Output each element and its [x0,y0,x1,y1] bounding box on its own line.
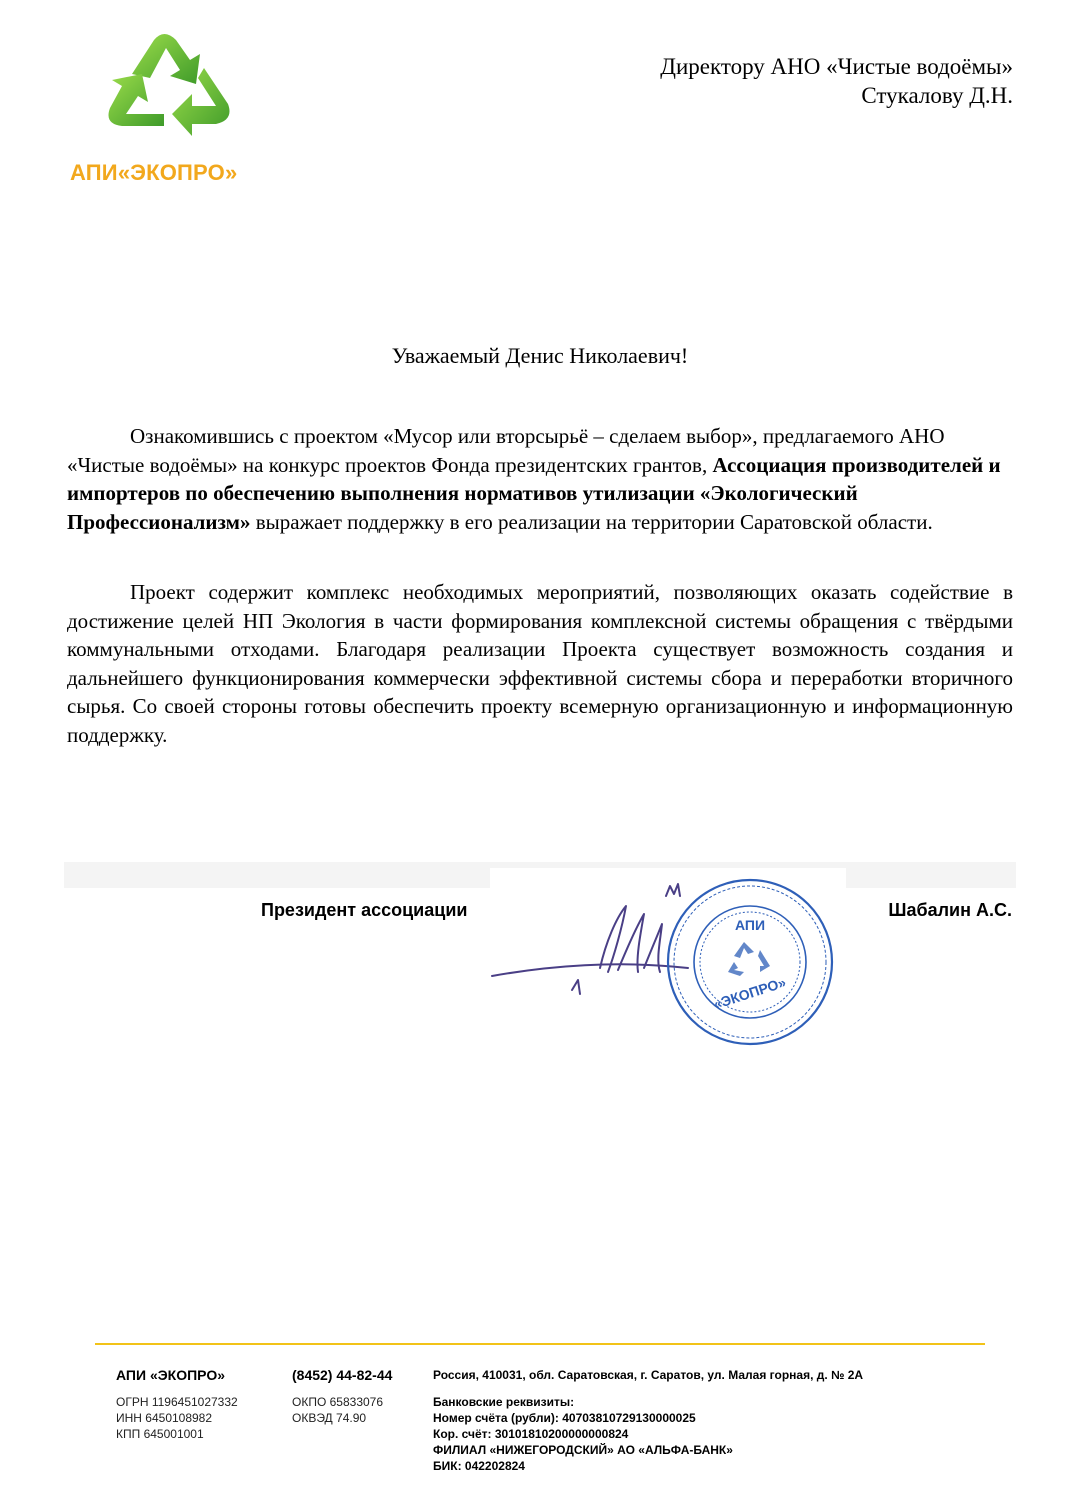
footer-org: АПИ «ЭКОПРО» [116,1367,226,1383]
footer-okved: ОКВЭД 74.90 [292,1411,367,1425]
signer-position: Президент ассоциации [261,900,468,920]
paragraph-1-bold-org: Ассоциация производителей и импортеров по обеспечению выполнения нормативов утилизации «Экологический Профессионализм» [67,452,1001,534]
organization-seal [664,876,836,1048]
signer-name: Шабалин А.С. [888,900,1012,920]
addressee-line2: Стукалову Д.Н. [861,83,1013,108]
seal-text-top: АПИ [734,917,766,933]
paragraph-1-text: Ознакомившись с проектом «Мусор или вторсырьё – сделаем выбор», предлагаемого АНО «Чистые водоёмы» на конкурс проектов Фонда президентских грантов, [67,424,945,477]
addressee-line1: Директору АНО «Чистые водоёмы» [660,54,1013,79]
footer-bank-details [433,1394,733,1474]
paragraph-2: Проект содержит комплекс необходимых мероприятий, позволяющих оказать содействие в достижение целей НП Экология в части формирования комплексной системы обращения с твёрдыми коммунальными отходами. Благодаря реализации Проекта существует возможность создания и дальнейшего функционирования коммерчески эффективной системы сбора и переработки вторичного сырья. Со своей стороны готовы обеспечить проекту всемерную организационную и информационную поддержку. [67,580,1013,747]
footer-bank-branch: ФИЛИАЛ «НИЖЕГОРОДСКИЙ» АО «АЛЬФА-БАНК» [433,1443,733,1457]
seal-text-bottom: «ЭКОПРО» [711,973,788,1013]
footer-corr-account: Кор. счёт: 30101810200000000824 [433,1427,629,1441]
footer-registration [116,1394,238,1442]
footer-account: Номер счёта (рубли): 40703810729130000025 [433,1411,696,1425]
footer-bank-title: Банковские реквизиты: [433,1395,575,1409]
footer-divider [95,1343,985,1345]
paragraph-1-tail: выражает поддержку в его реализации на территории Саратовской области. [250,509,933,534]
addressee [660,52,1013,110]
paragraph-1 [67,422,1013,536]
logo-text: АПИ«ЭКОПРО» [70,160,238,185]
recycle-logo-icon [92,28,242,140]
footer-phone: (8452) 44-82-44 [292,1367,393,1383]
footer-address: Россия, 410031, обл. Саратовская, г. Саратов, ул. Малая горная, д. № 2А [433,1368,864,1382]
salutation: Уважаемый Денис Николаевич! [391,343,689,368]
footer-okpo: ОКПО 65833076 [292,1395,384,1409]
footer-bik: БИК: 042202824 [433,1459,525,1473]
footer-codes [292,1394,383,1426]
footer-kpp: КПП 645001001 [116,1427,204,1441]
footer-ogrn: ОГРН 1196451027332 [116,1395,238,1409]
footer-inn: ИНН 6450108982 [116,1411,213,1425]
